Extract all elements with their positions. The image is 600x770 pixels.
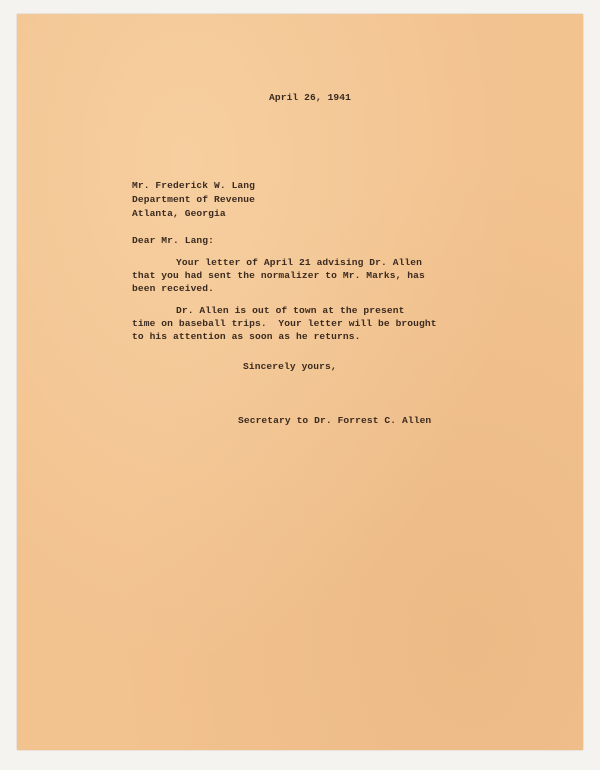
letter-page [17, 14, 583, 750]
body-line: Your letter of April 21 advising Dr. Allen [176, 257, 423, 268]
body-line: that you had sent the normalizer to Mr. Marks, has [132, 270, 425, 281]
body-line: Dr. Allen is out of town at the present [176, 305, 405, 316]
body-line: to his attention as soon as he returns. [132, 331, 361, 342]
body-line: been received. [132, 283, 215, 294]
salutation: Dear Mr. Lang: [132, 235, 215, 246]
complimentary-close: Sincerely yours, [243, 361, 337, 372]
letter-date: April 26, 1941 [269, 92, 352, 103]
recipient-name: Mr. Frederick W. Lang [132, 180, 256, 191]
body-line: time on baseball trips. Your letter will be brought [132, 318, 437, 329]
signature-line: Secretary to Dr. Forrest C. Allen [238, 415, 432, 426]
recipient-city: Atlanta, Georgia [132, 208, 226, 219]
recipient-department: Department of Revenue [132, 194, 256, 205]
